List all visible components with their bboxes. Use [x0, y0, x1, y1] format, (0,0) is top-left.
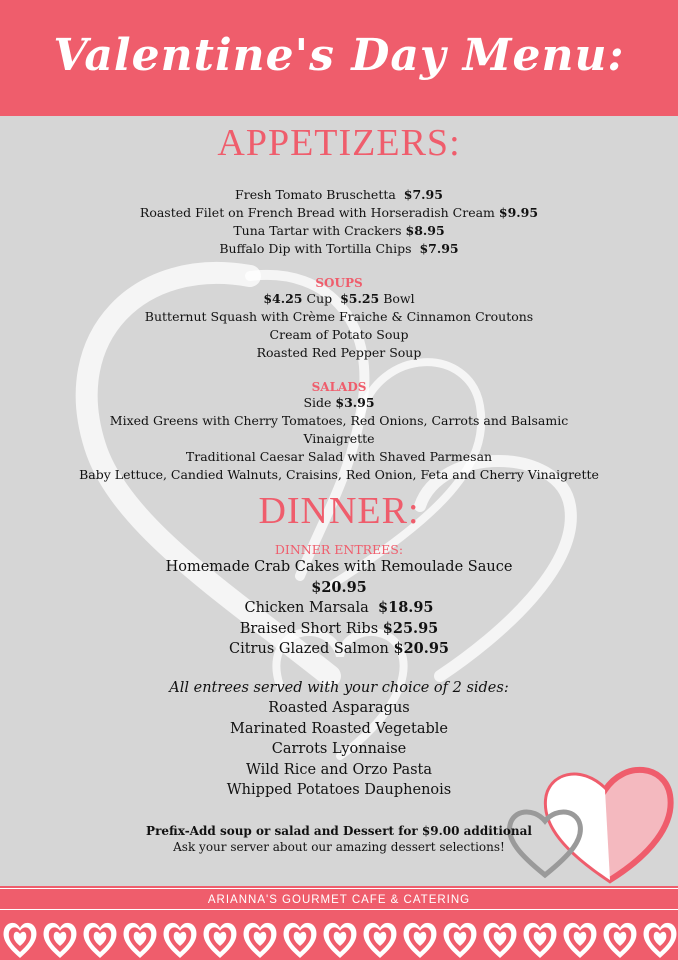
- business-name: ARIANNA'S GOURMET CAFE & CATERING: [0, 891, 678, 909]
- menu-item: Buffalo Dip with Tortilla Chips $7.95: [219, 241, 459, 256]
- side-item: Roasted Asparagus: [268, 700, 410, 716]
- entree-item: Citrus Glazed Salmon $20.95: [229, 640, 449, 657]
- menu-item: Fresh Tomato Bruschetta $7.95: [235, 187, 443, 202]
- menu-content: [0, 116, 678, 855]
- soup-prices: $4.25 Cup $5.25 Bowl: [263, 291, 415, 306]
- hearts-border-pattern: [0, 912, 678, 960]
- menu-header: [0, 0, 678, 116]
- menu-item: Roasted Filet on French Bread with Horseradish Cream $9.95: [139, 205, 539, 220]
- entree-item: Chicken Marsala $18.95: [244, 599, 434, 616]
- side-item: Whipped Potatoes Dauphenois: [226, 782, 452, 798]
- menu-item: Mixed Greens with Cherry Tomatoes, Red Onions, Carrots and Balsamic: [109, 413, 569, 428]
- dinner-entrees-heading: DINNER ENTREES:: [274, 542, 404, 557]
- menu-item: Traditional Caesar Salad with Shaved Parmesan: [185, 449, 493, 464]
- entree-item: Homemade Crab Cakes with Remoulade Sauce: [165, 559, 513, 575]
- menu-item: Vinaigrette: [303, 431, 375, 446]
- appetizers-list: [0, 186, 678, 258]
- menu-item: Baby Lettuce, Candied Walnuts, Craisins, Red Onion, Feta and Cherry Vinaigrette: [79, 467, 599, 482]
- menu-item: Tuna Tartar with Crackers $8.95: [233, 223, 445, 238]
- salads-heading: SALADS: [311, 380, 367, 394]
- sides-intro: All entrees served with your choice of 2 sides:: [169, 679, 509, 696]
- side-item: Marinated Roasted Vegetable: [230, 720, 448, 737]
- prefix-offer: Prefix-Add soup or salad and Dessert for $9.00 additional: [146, 823, 532, 838]
- entree-price: $20.95: [311, 578, 367, 596]
- footer-divider: [0, 888, 678, 889]
- menu-item: Roasted Red Pepper Soup: [256, 345, 422, 360]
- appetizers-heading: APPETIZERS:: [217, 122, 461, 164]
- entree-item: Braised Short Ribs $25.95: [239, 619, 439, 637]
- salad-side-price: Side $3.95: [303, 395, 375, 410]
- footer-divider: [0, 909, 678, 910]
- menu-item: Butternut Squash with Crème Fraiche & Cinnamon Croutons: [144, 309, 534, 324]
- side-item: Carrots Lyonnaise: [271, 741, 407, 757]
- side-item: Wild Rice and Orzo Pasta: [245, 761, 432, 778]
- soups-heading: SOUPS: [315, 276, 363, 290]
- dinner-heading: DINNER:: [258, 490, 420, 532]
- dessert-note: Ask your server about our amazing dessert selections!: [173, 839, 505, 854]
- menu-title: Valentine's Day Menu:: [53, 30, 625, 81]
- menu-item: Cream of Potato Soup: [269, 327, 409, 342]
